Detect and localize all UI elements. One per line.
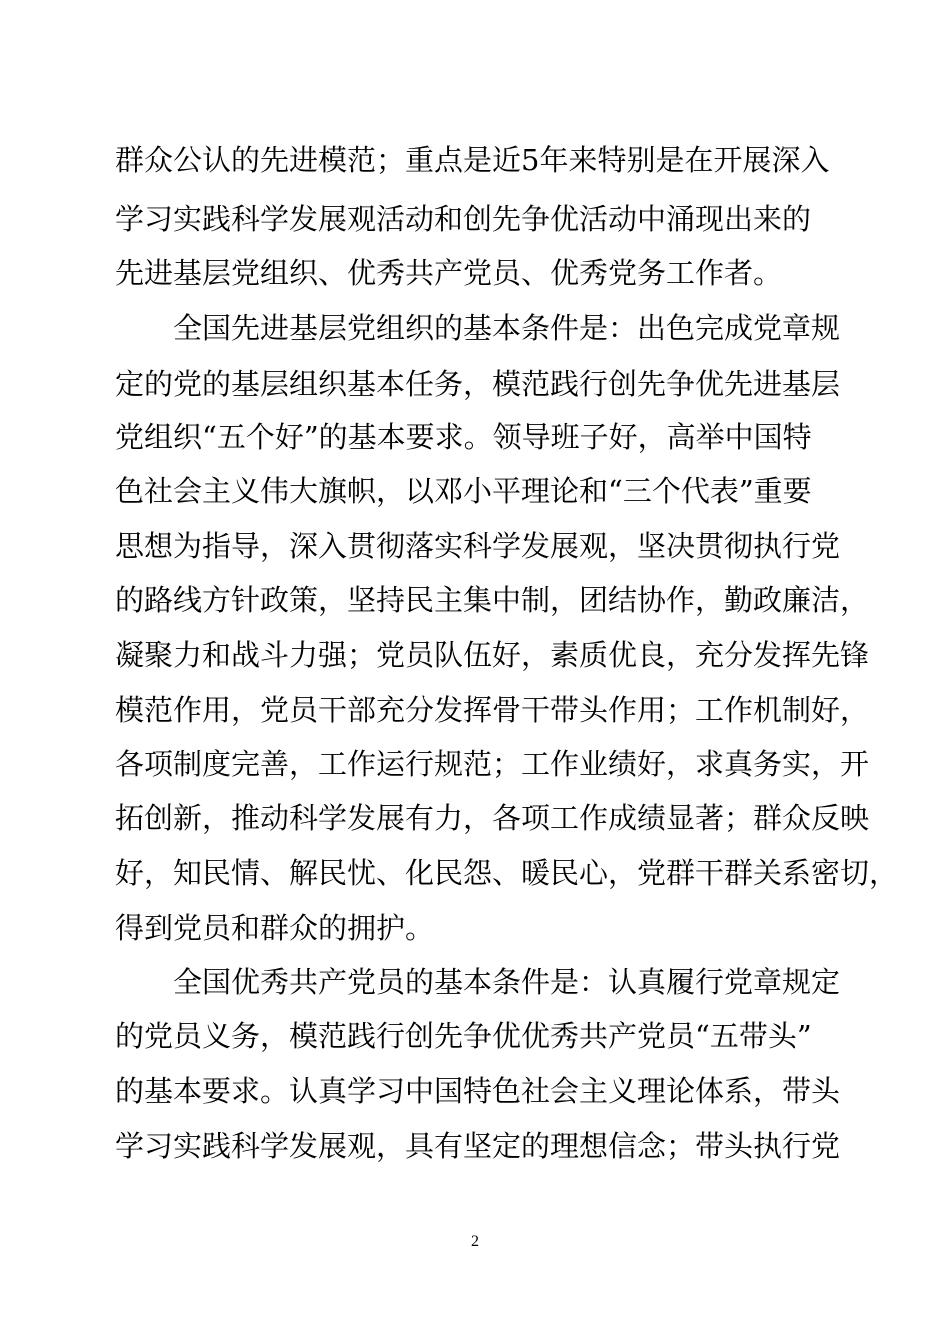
text-line-3: 先进基层党组织、优秀共产党员、优秀党务工作者。 [115,256,783,290]
text-line-19: 学习实践科学发展观，具有坚定的理想信念；带头执行党 [115,1129,841,1163]
text-line-12: 各项制度完善，工作运行规范；工作业绩好，求真务实，开 [115,747,870,781]
text-line-9: 的路线方针政策，坚持民主集中制，团结协作，勤政廉洁， [115,583,870,617]
text-line-14: 好，知民情、解民忧、化民怨、暖民心，党群干群关系密切， [115,856,899,890]
text-line-17: 的党员义务，模范践行创先争优优秀共产党员“五带头” [115,1019,812,1053]
text-line-15: 得到党员和群众的拥护。 [115,911,435,945]
text-line-5: 定的党的基层组织基本任务，模范践行创先争优先进基层 [115,367,841,401]
text-line-7: 色社会主义伟大旗帜，以邓小平理论和“三个代表”重要 [115,474,812,508]
text-line-10: 凝聚力和战斗力强；党员队伍好，素质优良，充分发挥先锋 [115,638,870,672]
page-number: 2 [471,1233,479,1250]
text-line-13: 拓创新，推动科学发展有力，各项工作成绩显著；群众反映 [115,801,870,835]
text-line-16: 全国优秀共产党员的基本条件是：认真履行党章规定 [173,965,841,999]
text-line-6: 党组织“五个好”的基本要求。领导班子好，高举中国特 [115,420,812,454]
text-line-8: 思想为指导，深入贯彻落实科学发展观，坚决贯彻执行党 [115,529,841,563]
text-line-18: 的基本要求。认真学习中国特色社会主义理论体系，带头 [115,1074,841,1108]
text-line-1: 群众公认的先进模范；重点是近5年来特别是在开展深入 [115,143,830,177]
text-line-2: 学习实践科学发展观活动和创先争优活动中涌现出来的 [115,202,812,236]
text-line-11: 模范作用，党员干部充分发挥骨干带头作用；工作机制好， [115,693,870,727]
text-line-4: 全国先进基层党组织的基本条件是：出色完成党章规 [173,311,841,345]
